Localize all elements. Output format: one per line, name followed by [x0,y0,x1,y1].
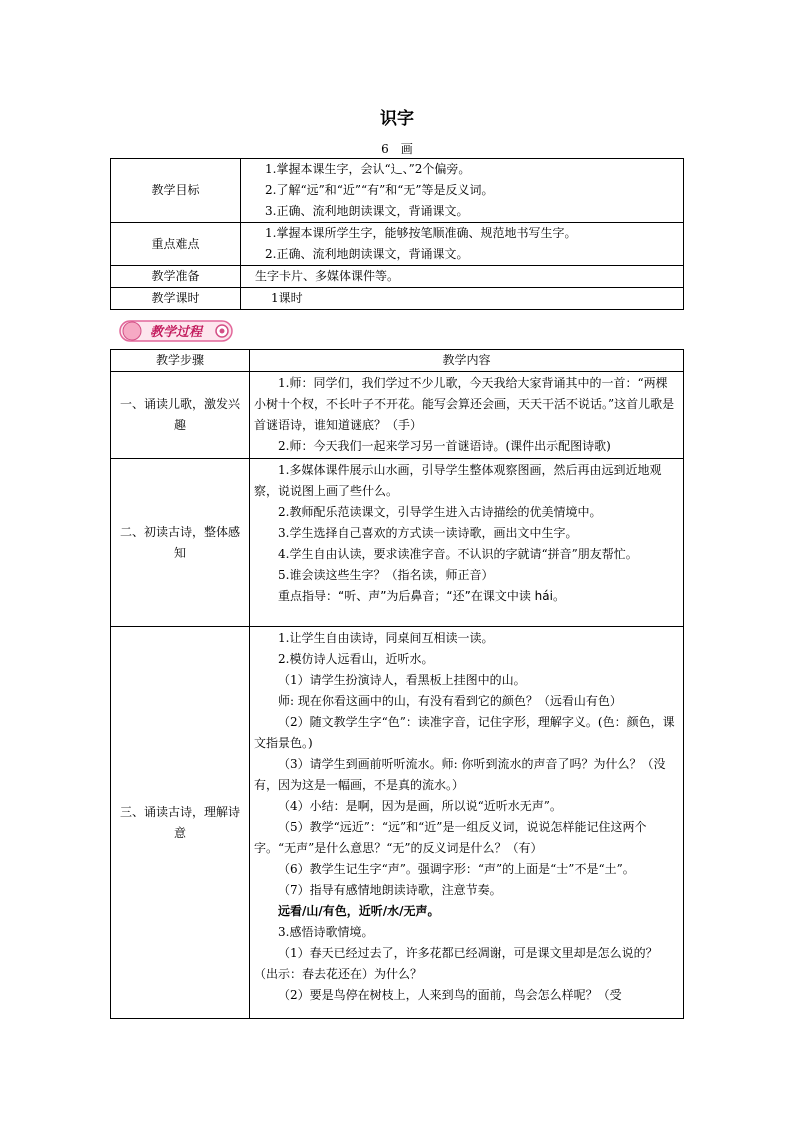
lesson-title: 6 画 [381,142,413,156]
table-row [111,266,684,288]
step-label: 三、诵读古诗，理解诗意 [111,627,250,1019]
row-value [241,159,684,223]
value-line: 2.正确、流利地朗读课文，背诵课文。 [265,247,469,261]
step-label: 二、初读古诗，整体感知 [111,459,250,627]
row-value [241,223,684,266]
content-line: 3.学生选择自己喜欢的方式读一读诗歌，画出文中生字。 [278,526,578,540]
content-line: 重点指导：“听、声”为后鼻音；“还”在课文中读 hái。 [278,589,565,603]
table-row [111,459,684,627]
content-line: 5.谁会读这些生字？（指名读，师正音） [278,568,494,582]
page-title: 识字 [380,109,414,129]
row-label: 教学准备 [111,266,241,288]
content-line: 2.师：今天我们一起来学习另一首谜语诗。(课件出示配图诗歌) [278,439,611,453]
content-line: （4）小结：是啊，因为是画，所以说“近听水无声”。 [278,799,562,813]
row-value [241,266,684,288]
content-line: （2）随文教学生字“色”：读准字音，记住字形，理解字义。(色：颜色，课文指景色。) [254,715,675,750]
content-line: （3）请学生到画前听听流水。师: 你听到流水的声音了吗？为什么？（没有，因为这是一幅画，不是真的流水。） [254,757,666,792]
row-label: 教学课时 [111,288,241,310]
content-line: 2.教师配乐范读课文，引导学生进入古诗描绘的优美情境中。 [278,505,602,519]
objectives-table [110,158,684,310]
step-content [250,627,684,1019]
value-line: 生字卡片、多媒体课件等。 [255,269,400,283]
logo-text: 教学过程 [149,325,203,340]
row-value [241,288,684,310]
content-line: 师: 现在你看这画中的山，有没有看到它的颜色？（远看山有色） [278,694,622,708]
header-content: 教学内容 [250,350,684,372]
content-line: （1）春天已经过去了，许多花都已经凋谢，可是课文里却是怎么说的？（出示：春去花还在）为什么？ [254,946,658,981]
content-line: （1）请学生扮演诗人，看黑板上挂图中的山。 [278,673,526,687]
content-line: （2）要是鸟停在树枝上，人来到鸟的面前，鸟会怎么样呢？（受 [278,988,622,1002]
table-row [111,223,684,266]
content-line: 3.感悟诗歌情境。 [278,925,374,939]
row-label: 教学目标 [111,159,241,223]
row-label: 重点难点 [111,223,241,266]
content-line: 1.师：同学们，我们学过不少儿歌，今天我给大家背诵其中的一首：“两棵小树十个杈，不长叶子不开花。能写会算还会画，天天干活不说话。”这首儿歌是首谜语诗，谁知道谜底？（手） [254,376,675,432]
content-line: 1.让学生自由读诗，同桌间互相读一读。 [278,631,494,645]
value-line: 3.正确、流利地朗读课文，背诵课文。 [265,204,469,218]
step-label: 一、诵读儿歌，激发兴趣 [111,372,250,459]
step-content [250,459,684,627]
table-row [111,627,684,1019]
table-row [111,372,684,459]
value-line: 1.掌握本课生字，会认“辶、”2个偏旁。 [265,162,471,176]
value-line: 1课时 [271,291,303,305]
header-step: 教学步骤 [111,350,250,372]
teaching-process-logo [118,318,236,344]
content-line: 1.多媒体课件展示山水画，引导学生整体观察图画，然后再由远到近地观察，说说图上画了些什么。 [254,463,662,498]
content-line: 4.学生自由认读，要求读准字音。不认识的字就请“拼音”朋友帮忙。 [278,547,638,561]
content-line: （7）指导有感情地朗读诗歌，注意节奏。 [278,883,502,897]
content-line: （5）教学“远近”：“远”和“近”是一组反义词，说说怎样能记住这两个字。“无声”是什么意思？“无”的反义词是什么？（有） [254,820,647,855]
value-line: 2.了解“远”和“近”“有”和“无”等是反义词。 [265,183,494,197]
content-line: （6）教学生记生字“声”。强调字形：“声”的上面是“士”不是“土”。 [278,862,635,876]
table-row [111,288,684,310]
step-content [250,372,684,459]
value-line: 1.掌握本课所学生字，能够按笔顺准确、规范地书写生字。 [265,226,577,240]
process-table [110,349,684,1019]
content-line: 2.模仿诗人远看山，近听水。 [278,652,434,666]
content-line: 远看/山/有色，近听/水/无声。 [278,904,440,918]
table-row [111,159,684,223]
table-header-row [111,350,684,372]
